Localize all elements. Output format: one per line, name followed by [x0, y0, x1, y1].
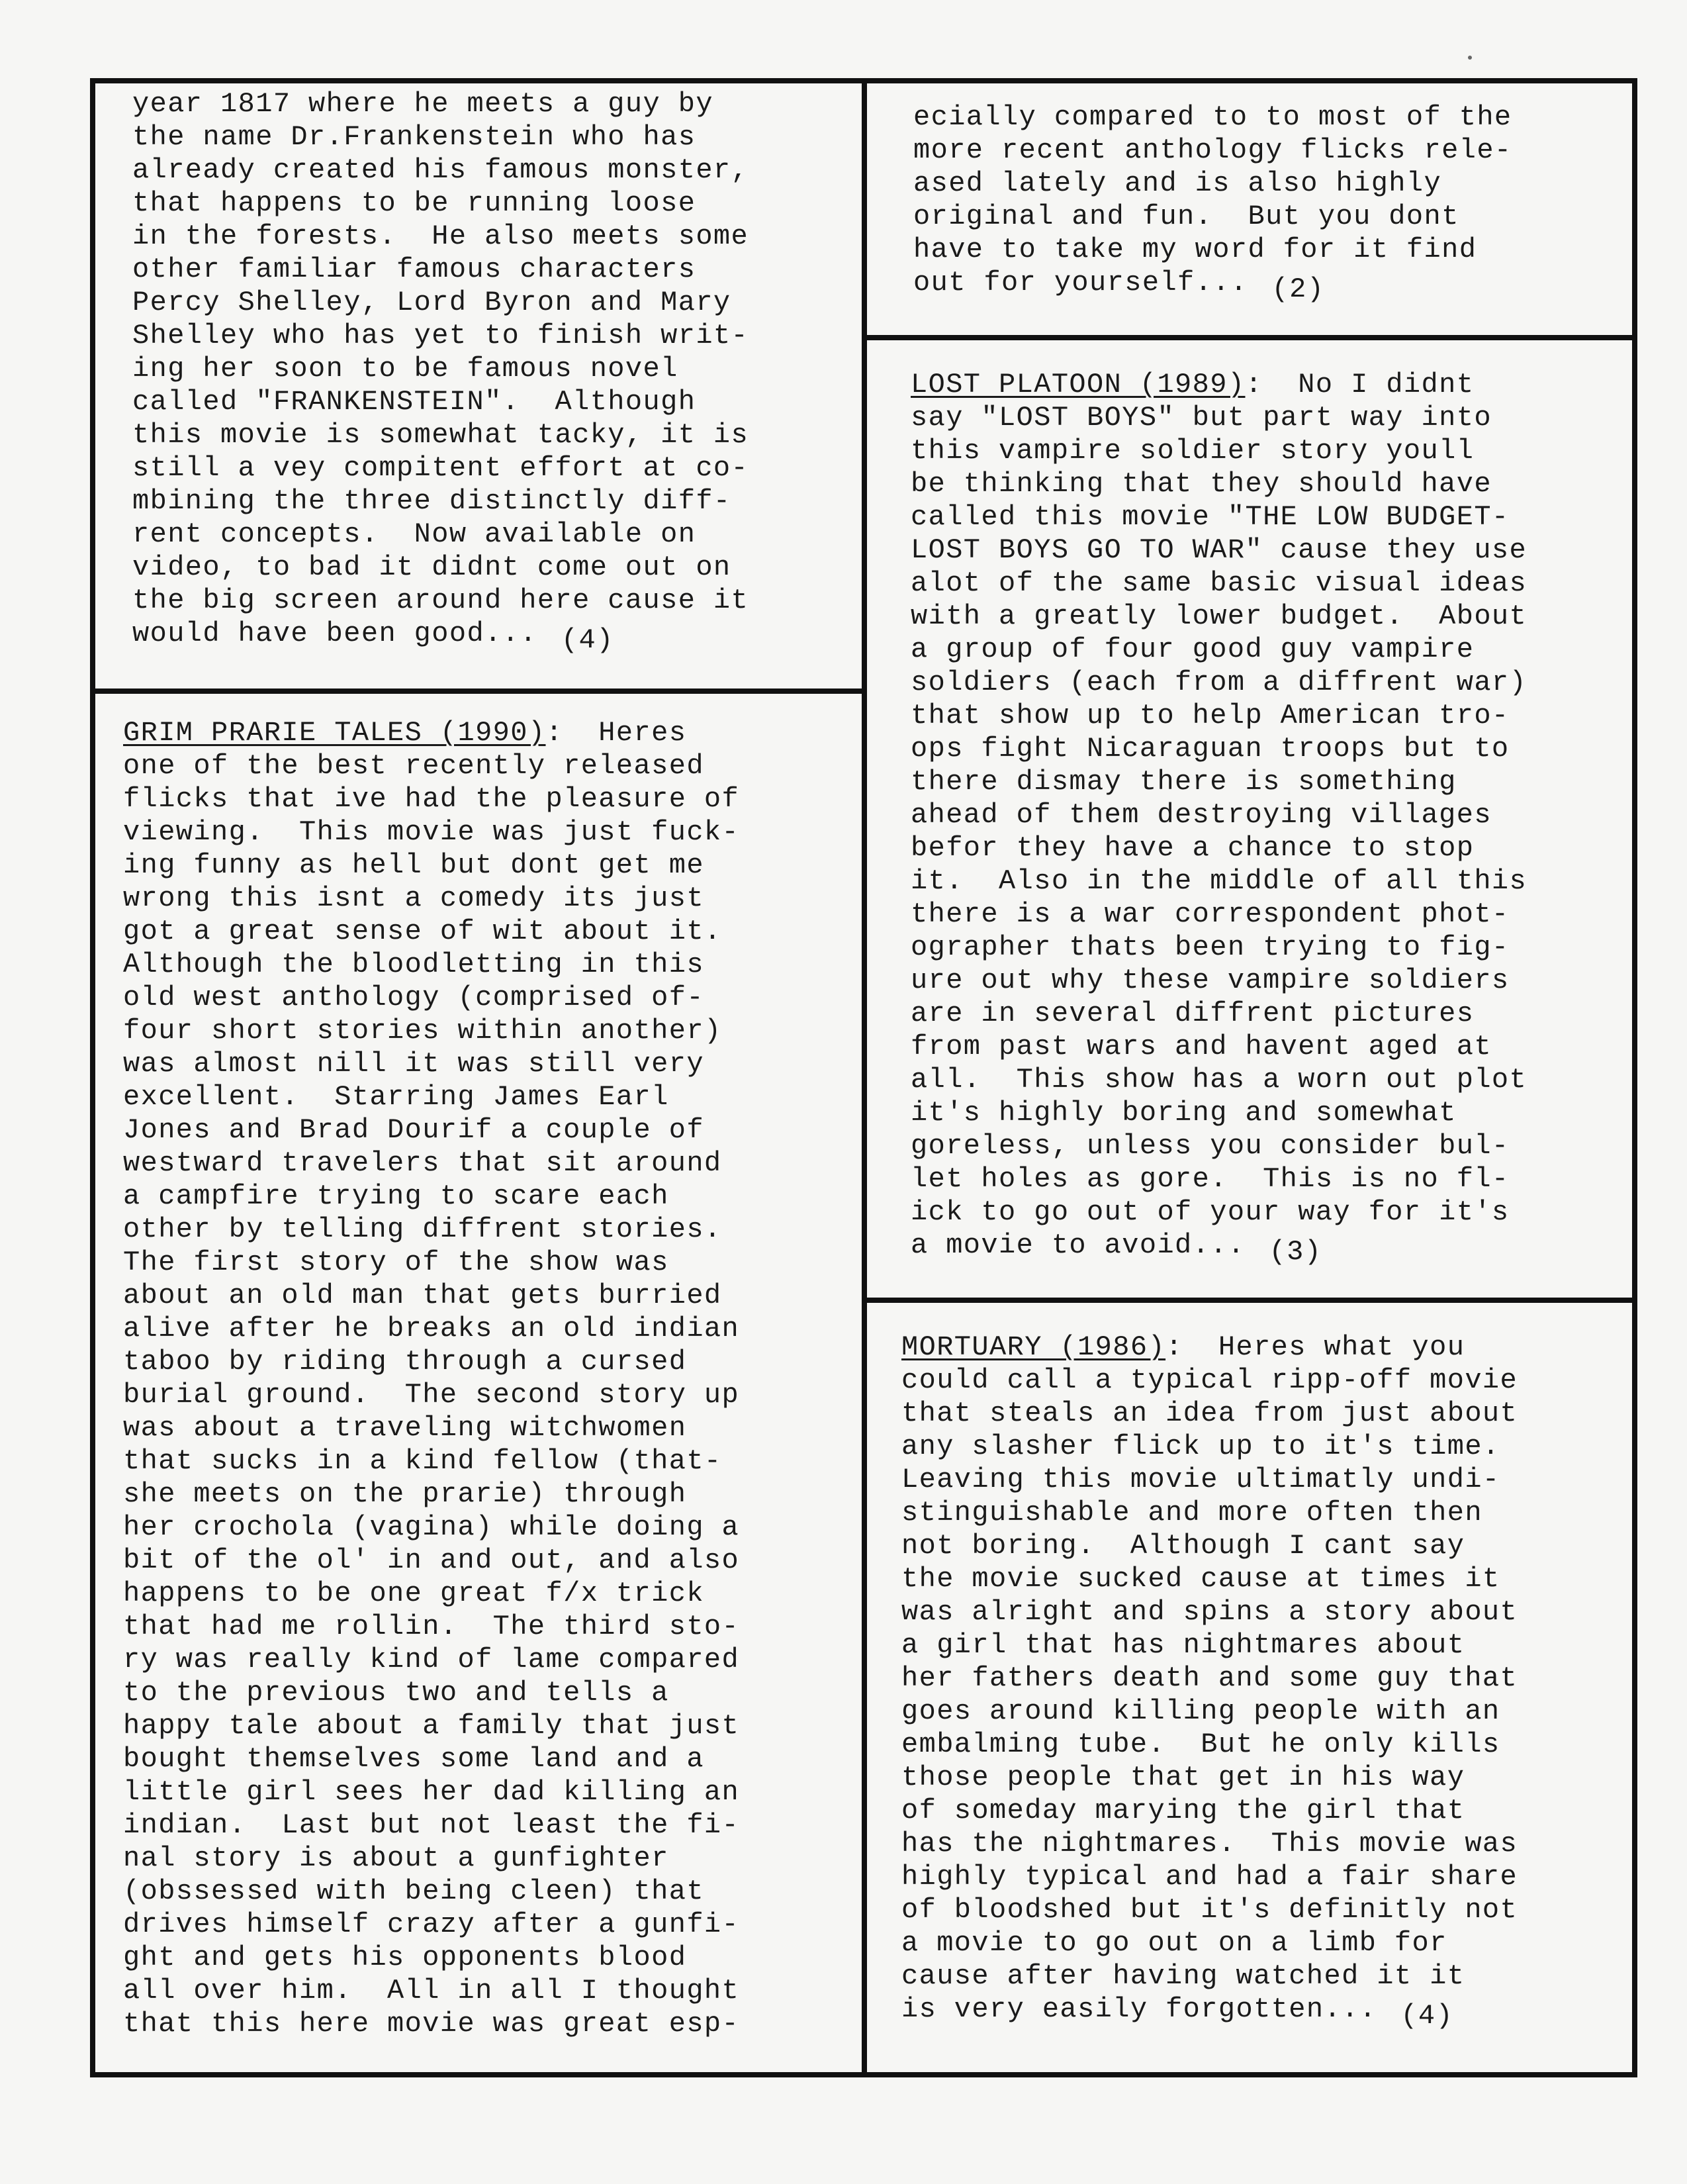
text-line: happy tale about a family that just — [123, 1710, 740, 1742]
mortuary-review — [901, 1331, 1629, 2032]
text-line: befor they have a chance to stop — [911, 832, 1475, 864]
text-line: alot of the same basic visual ideas — [911, 567, 1527, 599]
text-line: about an old man that gets burried — [123, 1280, 722, 1311]
rating: (2) — [1271, 273, 1325, 305]
text-line: in the forests. He also meets some — [132, 220, 749, 252]
text-line: that happens to be running loose — [132, 187, 696, 219]
text-line: the name Dr.Frankenstein who has — [132, 121, 696, 153]
text-line: she meets on the prarie) through — [123, 1478, 687, 1510]
text-line: any slasher flick up to it's time. — [901, 1431, 1500, 1462]
text-line: was about a traveling witchwomen — [123, 1412, 687, 1444]
text-line: her fathers death and some guy that — [901, 1662, 1518, 1694]
text-line: got a great sense of wit about it. — [123, 916, 722, 947]
text-line: not boring. Although I cant say — [901, 1530, 1465, 1562]
text-line: let holes as gore. This is no fl- — [911, 1163, 1510, 1195]
right-box-divider-top — [862, 335, 1637, 340]
text-line: called this movie "THE LOW BUDGET- — [911, 501, 1510, 533]
text-line: ght and gets his opponents blood — [123, 1942, 687, 1973]
text-line: drives himself crazy after a gunfi- — [123, 1909, 740, 1940]
review-closing-line — [132, 617, 854, 656]
text-line: already created his famous monster, — [132, 154, 749, 186]
text-line: flicks that ive had the pleasure of — [123, 783, 740, 815]
review-title: GRIM PRARIE TALES (1990) — [123, 717, 546, 749]
closing-text: a movie to avoid... — [911, 1229, 1246, 1261]
text-line: there dismay there is something — [911, 766, 1457, 798]
right-box-divider-bottom — [862, 1298, 1637, 1303]
text-line: Jones and Brad Dourif a couple of — [123, 1114, 704, 1146]
text-line: more recent anthology flicks rele- — [913, 134, 1512, 166]
text-line: bit of the ol' in and out, and also — [123, 1544, 740, 1576]
text-line: alive after he breaks an old indian — [123, 1313, 740, 1345]
text-line: The first story of the show was — [123, 1247, 669, 1278]
text-line: those people that get in his way — [901, 1762, 1465, 1793]
review-heading-line — [901, 1331, 1629, 1364]
text-line: was almost nill it was still very — [123, 1048, 704, 1080]
review-body — [901, 1364, 1629, 1993]
review-closing-line — [901, 1993, 1629, 2032]
text-line: with a greatly lower budget. About — [911, 600, 1527, 632]
text-line: LOST BOYS GO TO WAR" cause they use — [911, 534, 1527, 566]
text-line: it. Also in the middle of all this — [911, 865, 1527, 897]
text-line: indian. Last but not least the fi- — [123, 1809, 740, 1841]
text-line: a group of four good guy vampire — [911, 634, 1475, 665]
text-line: all. This show has a worn out plot — [911, 1064, 1527, 1096]
text-line: a movie to go out on a limb for — [901, 1927, 1447, 1959]
text-line: ick to go out of your way for it's — [911, 1196, 1510, 1228]
text-line: rent concepts. Now available on — [132, 518, 696, 550]
text-line: to the previous two and tells a — [123, 1677, 669, 1709]
text-line: from past wars and havent aged at — [911, 1031, 1492, 1063]
review-title: LOST PLATOON (1989) — [911, 369, 1246, 401]
review-heading-line — [123, 716, 851, 749]
text-line: ahead of them destroying villages — [911, 799, 1492, 831]
text-line: have to take my word for it find — [913, 234, 1477, 265]
text-line: called "FRANKENSTEIN". Although — [132, 386, 696, 418]
text-line: one of the best recently released — [123, 750, 704, 782]
text-line: old west anthology (comprised of- — [123, 982, 704, 1014]
text-line: happens to be one great f/x trick — [123, 1578, 704, 1609]
text-line: mbining the three distinctly diff- — [132, 485, 731, 517]
text-line: that this here movie was great esp- — [123, 2008, 740, 2040]
text-line: viewing. This movie was just fuck- — [123, 816, 740, 848]
text-line: other familiar famous characters — [132, 254, 696, 285]
text-line: original and fun. But you dont — [913, 201, 1459, 232]
text-line: year 1817 where he meets a guy by — [132, 88, 713, 120]
text-line: this vampire soldier story youll — [911, 435, 1475, 467]
text-line: that steals an idea from just about — [901, 1398, 1518, 1429]
text-line: this movie is somewhat tacky, it is — [132, 419, 749, 451]
text-line: still a vey compitent effort at co- — [132, 452, 749, 484]
text-line: ecially compared to to most of the — [913, 101, 1512, 133]
left-box-divider — [90, 688, 867, 694]
text-line: goreless, unless you consider bul- — [911, 1130, 1510, 1162]
text-line: nal story is about a gunfighter — [123, 1842, 669, 1874]
review-closing-line — [911, 1229, 1632, 1268]
text-line: there is a war correspondent phot- — [911, 898, 1510, 930]
review-body — [123, 749, 851, 2040]
text-line: be thinking that they should have — [911, 468, 1492, 500]
text-line: was alright and spins a story about — [901, 1596, 1518, 1628]
heading-text: : Heres what you — [1165, 1331, 1465, 1363]
text-line: has the nightmares. This movie was — [901, 1828, 1518, 1860]
rating: (3) — [1269, 1236, 1322, 1268]
text-line: the movie sucked cause at times it — [901, 1563, 1500, 1595]
review-title: MORTUARY (1986) — [901, 1331, 1166, 1363]
text-line: ry was really kind of lame compared — [123, 1644, 740, 1676]
grim-prarie-tales-review — [123, 716, 851, 2040]
review-body — [911, 401, 1632, 1229]
heading-text: : Heres — [545, 717, 687, 749]
column-divider — [862, 78, 867, 2077]
text-line: that show up to help American tro- — [911, 700, 1510, 732]
text-line: burial ground. The second story up — [123, 1379, 740, 1411]
closing-text: out for yourself... — [913, 267, 1248, 299]
text-line: ure out why these vampire soldiers — [911, 965, 1510, 996]
rating: (4) — [1400, 2000, 1454, 2032]
text-line: wrong this isnt a comedy its just — [123, 882, 704, 914]
text-line: (obssessed with being cleen) that — [123, 1875, 704, 1907]
text-line: a campfire trying to scare each — [123, 1180, 669, 1212]
text-line: Leaving this movie ultimatly undi- — [901, 1464, 1500, 1496]
text-line: Percy Shelley, Lord Byron and Mary — [132, 287, 731, 318]
paper-speck — [1468, 56, 1472, 60]
text-line: bought themselves some land and a — [123, 1743, 704, 1775]
text-line: of bloodshed but it's definitly not — [901, 1894, 1518, 1926]
text-line: four short stories within another) — [123, 1015, 722, 1047]
text-line: ing her soon to be famous novel — [132, 353, 678, 385]
grim-prarie-tales-continued — [913, 101, 1628, 305]
text-line: that sucks in a kind fellow (that- — [123, 1445, 722, 1477]
text-line: video, to bad it didnt come out on — [132, 551, 731, 583]
rating: (4) — [561, 624, 614, 656]
heading-text: : No I didnt — [1245, 369, 1475, 401]
frankenstein-review-ending — [132, 87, 854, 656]
text-line: soldiers (each from a diffrent war) — [911, 667, 1527, 698]
text-line: ing funny as hell but dont get me — [123, 849, 704, 881]
text-line: stinguishable and more often then — [901, 1497, 1482, 1529]
review-closing-line — [913, 266, 1628, 305]
text-line: are in several diffrent pictures — [911, 998, 1475, 1029]
text-line: Shelley who has yet to finish writ- — [132, 320, 749, 352]
text-line: say "LOST BOYS" but part way into — [911, 402, 1492, 434]
text-line: embalming tube. But he only kills — [901, 1729, 1500, 1760]
text-line: ops fight Nicaraguan troops but to — [911, 733, 1510, 765]
text-line: could call a typical ripp-off movie — [901, 1364, 1518, 1396]
review-body — [132, 87, 854, 617]
text-line: cause after having watched it it — [901, 1960, 1465, 1992]
text-line: it's highly boring and somewhat — [911, 1097, 1457, 1129]
text-line: other by telling diffrent stories. — [123, 1213, 722, 1245]
closing-text: would have been good... — [132, 618, 537, 649]
text-line: taboo by riding through a cursed — [123, 1346, 687, 1378]
text-line: little girl sees her dad killing an — [123, 1776, 740, 1808]
text-line: Although the bloodletting in this — [123, 949, 704, 980]
text-line: excellent. Starring James Earl — [123, 1081, 669, 1113]
lost-platoon-review — [911, 368, 1632, 1268]
text-line: ased lately and is also highly — [913, 167, 1442, 199]
text-line: westward travelers that sit around — [123, 1147, 722, 1179]
text-line: the big screen around here cause it — [132, 585, 749, 616]
review-heading-line — [911, 368, 1632, 401]
text-line: ographer thats been trying to fig- — [911, 931, 1510, 963]
text-line: of someday marying the girl that — [901, 1795, 1465, 1827]
text-line: all over him. All in all I thought — [123, 1975, 740, 2007]
review-body — [913, 101, 1628, 266]
text-line: her crochola (vagina) while doing a — [123, 1511, 740, 1543]
text-line: that had me rollin. The third sto- — [123, 1611, 740, 1642]
closing-text: is very easily forgotten... — [901, 1993, 1377, 2025]
text-line: a girl that has nightmares about — [901, 1629, 1465, 1661]
text-line: goes around killing people with an — [901, 1695, 1500, 1727]
text-line: highly typical and had a fair share — [901, 1861, 1518, 1893]
